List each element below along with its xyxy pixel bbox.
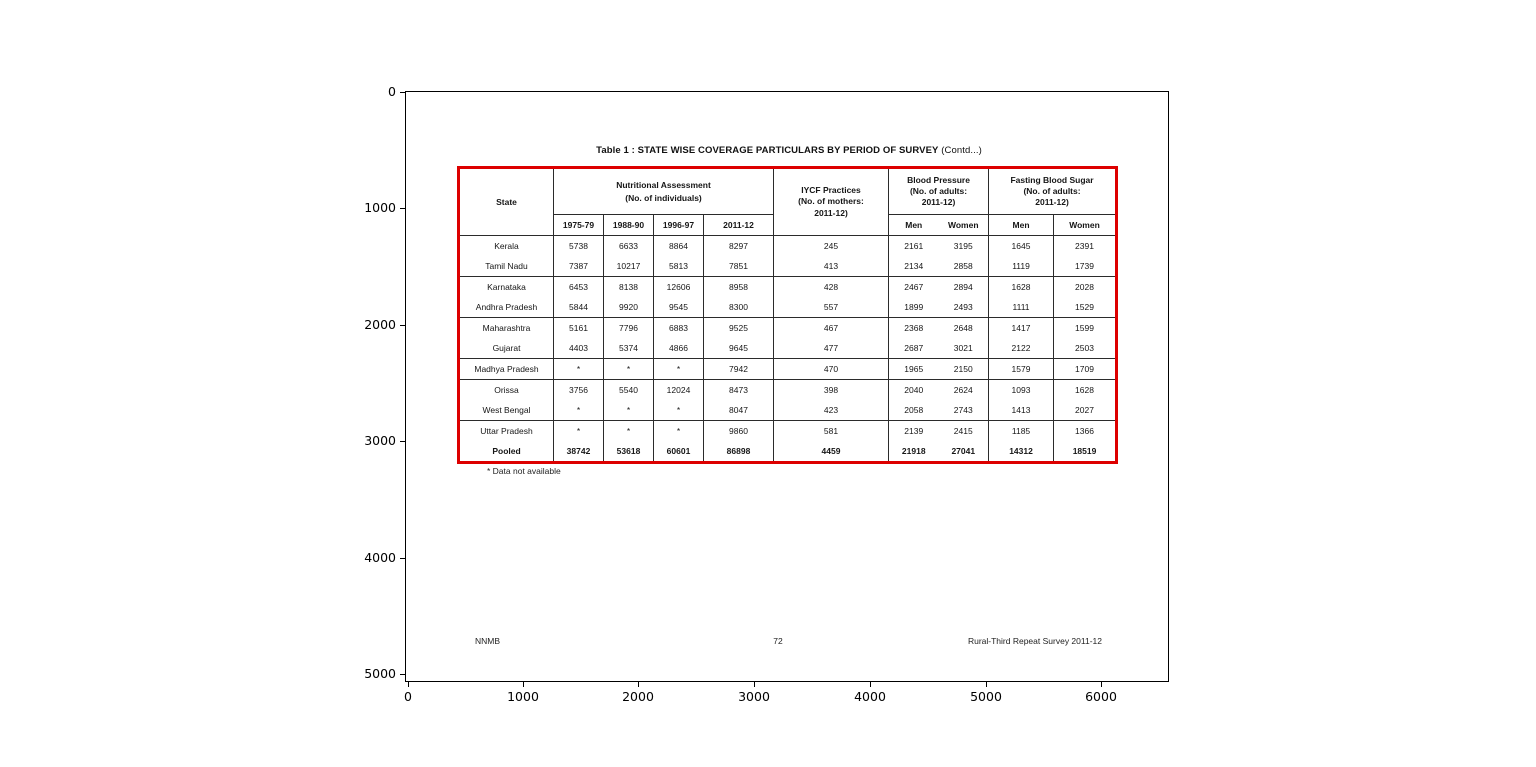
header-line: 2011-12) (1035, 197, 1069, 208)
table-cell: 1579 (989, 359, 1054, 380)
table-cell: 6453 (554, 277, 604, 298)
table-cell: 581 (774, 421, 889, 442)
table-cell: 21918 (901, 445, 926, 456)
state-cell: Uttar Pradesh (459, 421, 554, 442)
header-fbs-men: Men (989, 215, 1054, 236)
table-row-orissa (459, 380, 1117, 401)
header-line: (No. of adults: (1023, 185, 1081, 196)
page-title (460, 145, 1118, 156)
header-state: State (459, 168, 554, 236)
state-cell: Gujarat (459, 338, 554, 359)
table-cell: 8300 (704, 297, 774, 318)
state-cell: Madhya Pradesh (459, 359, 554, 380)
x-tick-label: 1000 (507, 689, 539, 704)
table-cell: 2648 (939, 318, 989, 339)
table-cell: 3195 (939, 236, 989, 257)
table-cell: 2391 (1075, 240, 1094, 251)
table-cell: 8473 (704, 380, 774, 401)
table-row-west-bengal (459, 400, 1117, 421)
y-tick-label: 0 (388, 84, 396, 99)
header-bp-women: Women (939, 215, 989, 236)
table-cell: 18519 (1072, 445, 1097, 456)
y-tick-label: 4000 (364, 550, 396, 565)
table-cell: 1599 (1075, 322, 1094, 333)
table-cell: 2624 (939, 380, 989, 401)
y-tick (400, 92, 405, 93)
x-tick-label: 2000 (622, 689, 654, 704)
table-cell: 2058 (889, 400, 939, 421)
table-row-andhra-pradesh (459, 297, 1117, 318)
header-line: 2011-12) (814, 207, 848, 218)
table-cell: 2858 (939, 256, 989, 277)
table-cell: 2139 (904, 425, 924, 436)
footer-right: Rural-Third Repeat Survey 2011-12 (967, 636, 1102, 646)
table-cell: 1709 (1054, 359, 1117, 380)
x-tick-label: 3000 (738, 689, 770, 704)
table-cell: 8138 (604, 277, 654, 298)
table-cell: 2134 (889, 256, 939, 277)
table-cell: 7851 (704, 256, 774, 277)
table-cell: 5738 (554, 236, 604, 257)
table-cell: 8958 (704, 277, 774, 298)
table-cell: 2368 (904, 322, 924, 333)
table-cell: 477 (774, 338, 889, 359)
table-cell: 4403 (554, 338, 604, 359)
table-cell: * (604, 400, 654, 421)
table-cell: * (654, 421, 704, 442)
header-line: (No. of adults: (909, 185, 968, 196)
table-row-gujarat (459, 338, 1117, 359)
table-cell: 4459 (774, 441, 889, 463)
table-cell: 428 (774, 277, 889, 298)
y-tick-label: 1000 (364, 200, 396, 215)
table-cell: 1366 (1075, 425, 1094, 436)
table-cell: 1628 (989, 277, 1054, 298)
table-row-uttar-pradesh (459, 421, 1117, 442)
x-tick-label: 4000 (854, 689, 886, 704)
table-cell: 1185 (989, 421, 1054, 442)
table-cell: 245 (774, 236, 889, 257)
state-cell: Kerala (459, 236, 554, 257)
table-cell: * (654, 400, 704, 421)
header-line: Nutritional Assessment (616, 179, 711, 190)
table-cell: * (554, 359, 604, 380)
x-tick (638, 682, 639, 687)
table-cell: 2027 (1054, 400, 1117, 421)
table-cell: 8297 (704, 236, 774, 257)
x-tick (408, 682, 409, 687)
table-cell: 9545 (654, 297, 704, 318)
table-cell: 2122 (989, 338, 1054, 359)
table-cell: 12024 (654, 380, 704, 401)
table-cell: 2028 (1075, 281, 1094, 292)
table-cell: 7387 (554, 256, 604, 277)
y-tick-label: 3000 (364, 433, 396, 448)
x-tick-label: 6000 (1085, 689, 1117, 704)
state-cell: Pooled (459, 441, 554, 463)
state-cell: Andhra Pradesh (459, 297, 554, 318)
x-tick (1101, 682, 1102, 687)
table-cell: 2467 (904, 281, 924, 292)
table-cell: 2493 (939, 297, 989, 318)
table-cell: 470 (774, 359, 889, 380)
table-cell: 2415 (939, 421, 989, 442)
header-line: (No. of mothers: (798, 196, 864, 207)
coverage-table (457, 166, 1118, 464)
table-cell: 2040 (904, 384, 924, 395)
table-cell: 10217 (604, 256, 654, 277)
table-cell: 2503 (1054, 338, 1117, 359)
table-row-tamil-nadu (459, 256, 1117, 277)
table-cell: 7796 (604, 318, 654, 339)
table-cell: 5813 (654, 256, 704, 277)
table-cell: 467 (774, 318, 889, 339)
x-tick (986, 682, 987, 687)
x-tick (870, 682, 871, 687)
header-fbs-women: Women (1054, 215, 1117, 236)
table-cell: 5161 (554, 318, 604, 339)
table-cell: 9920 (604, 297, 654, 318)
table-cell: 413 (774, 256, 889, 277)
table-cell: 8864 (654, 236, 704, 257)
table-row-kerala (459, 236, 1117, 257)
table-cell: 398 (774, 380, 889, 401)
table-cell: 1417 (989, 318, 1054, 339)
header-nutritional-assessment (554, 168, 774, 215)
footer-page-number: 72 (773, 636, 783, 646)
y-tick (400, 325, 405, 326)
y-tick (400, 441, 405, 442)
table-cell: 1119 (989, 256, 1054, 277)
state-cell: Tamil Nadu (459, 256, 554, 277)
x-tick-label: 5000 (970, 689, 1002, 704)
table-cell: 8047 (704, 400, 774, 421)
header-iycf-practices (774, 168, 889, 236)
table-cell: 2161 (904, 240, 924, 251)
table-cell: 12606 (654, 277, 704, 298)
footnote: * Data not available (487, 466, 561, 476)
table-cell: 1628 (1075, 384, 1094, 395)
header-year: 1996-97 (654, 215, 704, 236)
header-year: 1988-90 (604, 215, 654, 236)
footer-left: NNMB (475, 636, 501, 646)
table-cell: 1093 (989, 380, 1054, 401)
table-cell: * (654, 359, 704, 380)
table-cell: 6633 (604, 236, 654, 257)
table-cell: 6883 (654, 318, 704, 339)
table-cell: 9645 (704, 338, 774, 359)
table-cell: 3756 (554, 380, 604, 401)
state-cell: West Bengal (459, 400, 554, 421)
table-cell: 5374 (604, 338, 654, 359)
header-year: 2011-12 (704, 215, 774, 236)
state-cell: Karnataka (459, 277, 554, 298)
table-cell: 2743 (939, 400, 989, 421)
header-line: 2011-12) (921, 197, 956, 208)
table-row-pooled (459, 441, 1117, 463)
table-cell: 60601 (654, 441, 704, 463)
table-cell: 423 (774, 400, 889, 421)
table-cell: 3021 (939, 338, 989, 359)
table-cell: 7942 (704, 359, 774, 380)
table-cell: 9525 (704, 318, 774, 339)
table-cell: 2894 (939, 277, 989, 298)
table-cell: * (604, 359, 654, 380)
table-cell: 1111 (989, 297, 1054, 318)
table-cell: 5540 (604, 380, 654, 401)
table-cell: 1529 (1054, 297, 1117, 318)
page-title-main: Table 1 : STATE WISE COVERAGE PARTICULARS BY PERIOD OF SURVEY (596, 145, 939, 156)
table-cell: 86898 (704, 441, 774, 463)
header-line: Fasting Blood Sugar (1010, 174, 1094, 185)
y-tick-label: 5000 (364, 666, 396, 681)
table-cell: 1739 (1054, 256, 1117, 277)
page-title-contd: (Contd...) (938, 145, 982, 156)
table-cell: 53618 (604, 441, 654, 463)
table-cell: 1645 (989, 236, 1054, 257)
table-cell: 1965 (889, 359, 939, 380)
table-cell: 9860 (704, 421, 774, 442)
y-tick (400, 558, 405, 559)
state-cell: Maharashtra (459, 318, 554, 339)
table-cell: 557 (774, 297, 889, 318)
state-cell: Orissa (459, 380, 554, 401)
table-row-madhya-pradesh (459, 359, 1117, 380)
table-cell: 38742 (554, 441, 604, 463)
x-tick (523, 682, 524, 687)
header-line: Blood Pressure (907, 174, 970, 185)
header-blood-pressure (889, 168, 989, 215)
y-tick-label: 2000 (364, 317, 396, 332)
table-cell: 1899 (889, 297, 939, 318)
header-bp-men: Men (889, 215, 939, 236)
table-row-maharashtra (459, 318, 1117, 339)
table-cell: * (604, 421, 654, 442)
table-cell: 1413 (989, 400, 1054, 421)
table-row-karnataka (459, 277, 1117, 298)
y-tick (400, 208, 405, 209)
x-tick-label: 0 (404, 689, 412, 704)
table-cell: 14312 (989, 441, 1054, 463)
header-fasting-blood-sugar (989, 168, 1117, 215)
table-cell: 27041 (939, 441, 989, 463)
table-cell: * (554, 421, 604, 442)
table-cell: 2687 (889, 338, 939, 359)
table-cell: * (554, 400, 604, 421)
table-cell: 4866 (654, 338, 704, 359)
header-year: 1975-79 (554, 215, 604, 236)
x-tick (754, 682, 755, 687)
y-tick (400, 674, 405, 675)
header-line: (No. of individuals) (625, 193, 702, 203)
table-cell: 5844 (554, 297, 604, 318)
header-line: IYCF Practices (801, 185, 861, 196)
table-cell: 2150 (939, 359, 989, 380)
